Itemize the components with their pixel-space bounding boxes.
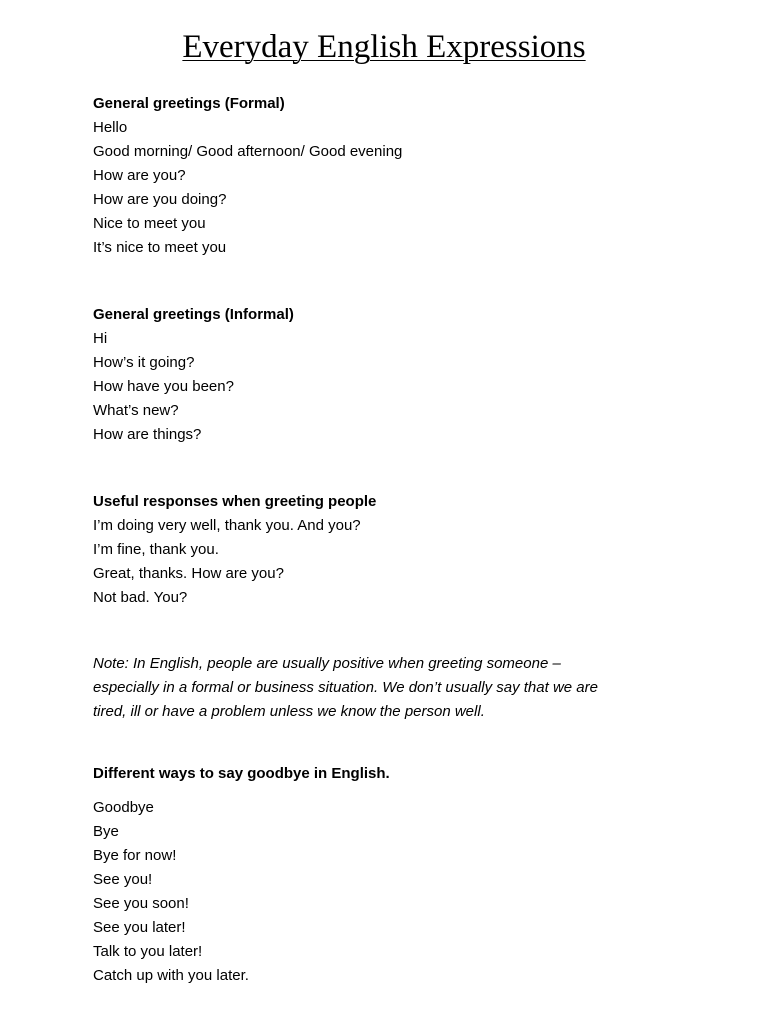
section-heading: Different ways to say goodbye in English.	[93, 765, 390, 782]
note-line: Note: In English, people are usually positive when greeting someone –	[93, 655, 561, 672]
list-item: I’m fine, thank you.	[93, 541, 219, 558]
page-title: Everyday English Expressions	[182, 29, 586, 65]
list-item: It’s nice to meet you	[93, 239, 227, 256]
list-item: Not bad. You?	[93, 589, 188, 606]
section-heading: Useful responses when greeting people	[93, 493, 377, 510]
list-item: Good morning/ Good afternoon/ Good evening	[93, 143, 403, 160]
list-item: See you!	[93, 871, 153, 888]
list-item: Hi	[93, 330, 108, 347]
list-item: How are you?	[93, 167, 186, 184]
list-item: How are things?	[93, 426, 202, 443]
list-item: Talk to you later!	[93, 943, 203, 960]
section-goodbye	[93, 762, 693, 988]
section-formal-greetings	[93, 92, 693, 260]
note-line: especially in a formal or business situation. We don’t usually say that we are	[93, 679, 598, 696]
note-line: tired, ill or have a problem unless we know the person well.	[93, 703, 485, 720]
list-item: Great, thanks. How are you?	[93, 565, 284, 582]
list-item: How’s it going?	[93, 354, 195, 371]
section-greeting-responses	[93, 490, 693, 610]
list-item: How have you been?	[93, 378, 234, 395]
list-item: Bye for now!	[93, 847, 177, 864]
note-paragraph	[93, 652, 693, 724]
list-item: Catch up with you later.	[93, 967, 249, 984]
list-item: Nice to meet you	[93, 215, 206, 232]
list-item: What’s new?	[93, 402, 179, 419]
list-item: See you soon!	[93, 895, 189, 912]
list-item: Bye	[93, 823, 119, 840]
list-item: See you later!	[93, 919, 186, 936]
list-item: I’m doing very well, thank you. And you?	[93, 517, 361, 534]
list-item: Hello	[93, 119, 128, 136]
section-heading: General greetings (Informal)	[93, 306, 294, 323]
section-heading: General greetings (Formal)	[93, 95, 285, 112]
list-item: How are you doing?	[93, 191, 227, 208]
section-informal-greetings	[93, 303, 693, 447]
list-item: Goodbye	[93, 799, 154, 816]
